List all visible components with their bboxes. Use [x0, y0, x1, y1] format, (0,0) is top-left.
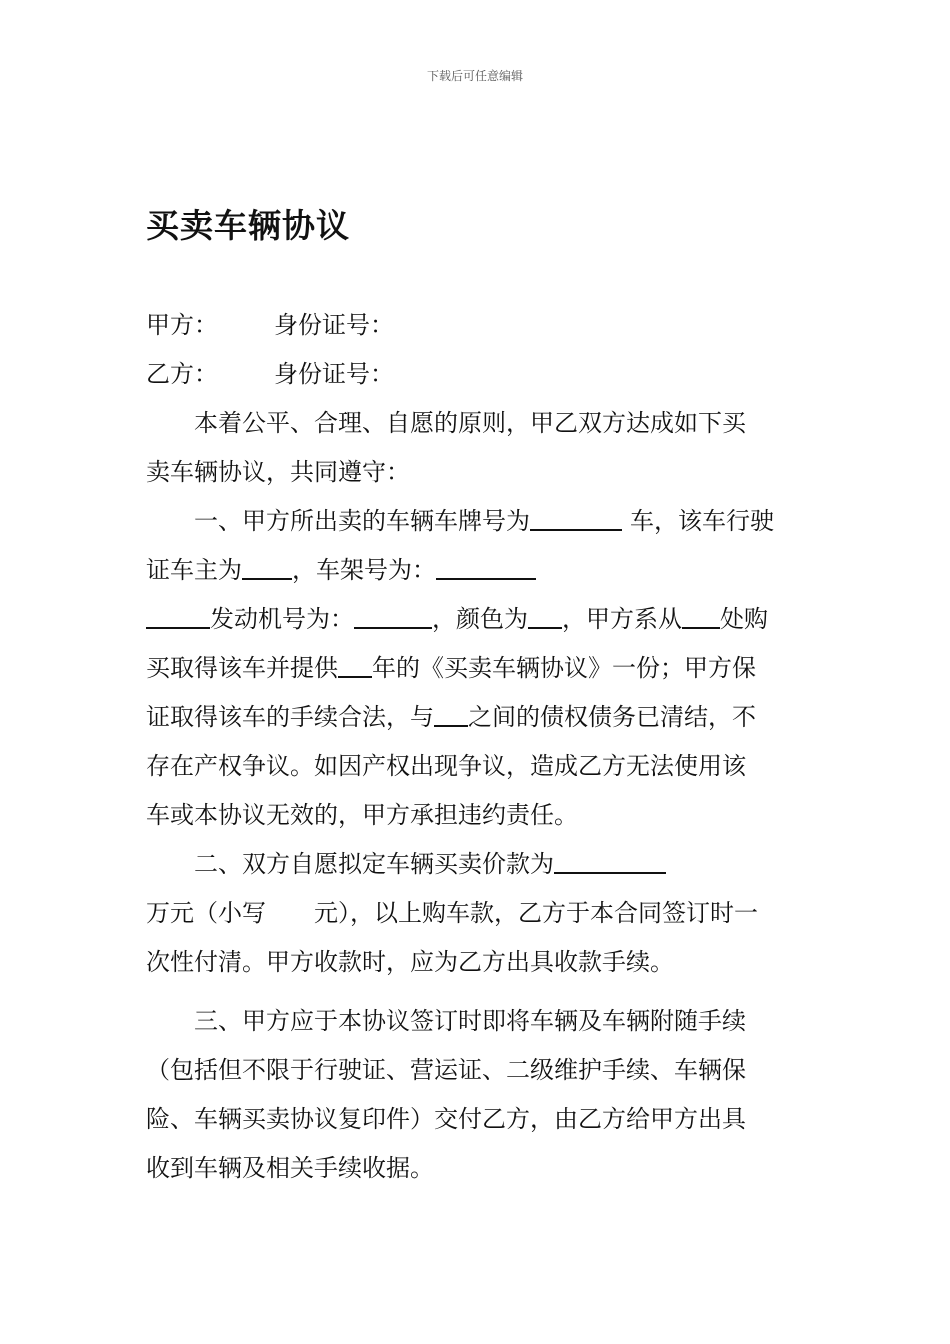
source-blank [682, 603, 720, 629]
clause1-line-1 [146, 505, 854, 537]
clause1-line-7: 车或本协议无效的，甲方承担违约责任。 [146, 801, 578, 829]
clause3-line-4: 收到车辆及相关手续收据。 [146, 1154, 434, 1182]
party-blank [434, 701, 468, 727]
party-a-line [146, 309, 806, 341]
price-blank [554, 848, 666, 874]
clause3-line-1: 三、甲方应于本协议签订时即将车辆及车辆附随手续 [194, 1007, 746, 1035]
clause3-line-3: 险、车辆买卖协议复印件）交付乙方，由乙方给甲方出具 [146, 1105, 746, 1133]
intro-line-1: 本着公平、合理、自愿的原则，甲乙双方达成如下买 [194, 409, 746, 437]
party-b-label: 乙方： [146, 360, 218, 388]
party-a-label: 甲方： [146, 311, 218, 339]
header-note: 下载后可任意编辑 [426, 69, 523, 83]
clause2-text: 二、双方自愿拟定车辆买卖价款为 [194, 850, 554, 878]
clause1-line-6: 存在产权争议。如因产权出现争议，造成乙方无法使用该 [146, 752, 746, 780]
clause1-text: 证取得该车的手续合法，与 [146, 703, 434, 731]
clause2-text: 元），以上购车款，乙方于本合同签订时一 [314, 899, 758, 927]
clause2-line-1 [146, 848, 854, 880]
clause1-text: 处购 [720, 605, 768, 633]
clause1-line-2 [146, 554, 806, 586]
clause1-text: 发动机号为： [210, 605, 354, 633]
clause1-text: 年的《买卖车辆协议》一份；甲方保 [372, 654, 756, 682]
clause1-line-3 [146, 603, 806, 635]
clause1-text: 证车主为 [146, 556, 242, 584]
engine-number-blank [354, 603, 432, 629]
clause1-text: ，甲方系从 [562, 605, 682, 633]
clause1-text: 车，该车行驶 [630, 507, 774, 535]
clause1-text: ，颜色为 [432, 605, 528, 633]
clause3-line-2: （包括但不限于行驶证、营运证、二级维护手续、车辆保 [146, 1056, 746, 1084]
clause1-line-4 [146, 652, 806, 684]
clause1-line-5 [146, 701, 806, 733]
clause2-line-3: 次性付清。甲方收款时，应为乙方出具收款手续。 [146, 948, 674, 976]
year-blank [338, 652, 372, 678]
party-b-id-label: 身份证号： [274, 360, 394, 388]
frame-number-blank-cont [146, 603, 210, 629]
party-b-line [146, 358, 806, 390]
clause2-text: 万元（小写 [146, 899, 266, 927]
plate-number-blank [530, 505, 622, 531]
clause1-text: 一、甲方所出卖的车辆车牌号为 [194, 507, 530, 535]
color-blank [528, 603, 562, 629]
owner-blank [242, 554, 292, 580]
frame-number-blank [436, 554, 536, 580]
party-a-id-label: 身份证号： [274, 311, 394, 339]
clause1-text: ，车架号为： [292, 556, 436, 584]
clause2-line-2 [146, 897, 806, 929]
clause1-text: 买取得该车并提供 [146, 654, 338, 682]
document-title: 买卖车辆协议 [146, 206, 350, 245]
intro-line-2: 卖车辆协议，共同遵守： [146, 458, 410, 486]
clause1-text: 之间的债权债务已清结，不 [468, 703, 756, 731]
